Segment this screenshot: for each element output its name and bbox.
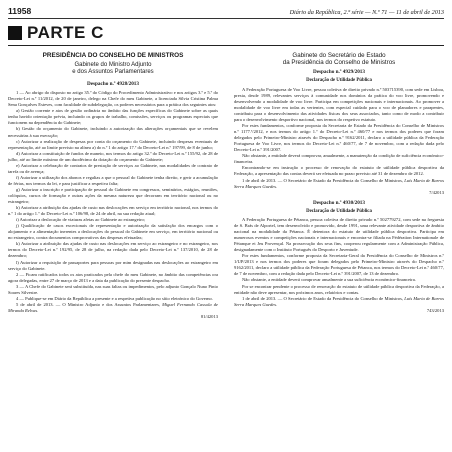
paragraph: 1 — Ao abrigo do disposto no artigo 35.º do Código do Procedimento Administrativo e nos artigos 3.º e 5.º do Decreto-Lei n.º 11/2012, de 20 de janeiro, delego na Chefe do meu Gabinete, a licenciada Sílvia Cristina Palma Sena Gonçalves Esteves, com faculdade de subdelegação, os poderes necessários para a prática dos seguintes atos: bbox=[8, 90, 218, 108]
part-title: PARTE C bbox=[27, 23, 104, 42]
left-column bbox=[8, 52, 218, 324]
paragraph: c) Autorizar a realização de despesas por conta do orçamento do Gabinete, incluindo despesas eventuais de representação, até ao limite previsto na alínea a) do n.º 1 do artigo 17.º do Decreto-Lei n.º 197/99, de 8 de junho; bbox=[8, 138, 218, 150]
despacho-title: Despacho n.º 4929/2013 bbox=[312, 69, 365, 76]
doc-reference: 7/42013 bbox=[429, 189, 444, 195]
paragraph: 2 — Ficam ratificados todos os atos praticados pela chefe do meu Gabinete, no âmbito das competências ora agora delegadas, entre 27 de março de 2013 e a data da publicação do presente despacho. bbox=[8, 271, 218, 283]
paragraph: e) Autorizar a celebração de contratos de prestação de serviços ao Gabinete, nas modalidades de contrato de tarefa ou de avença; bbox=[8, 162, 218, 174]
org-line: Gabinete do Secretário de Estado bbox=[292, 52, 386, 59]
sub-org-title bbox=[8, 62, 218, 76]
part-rule bbox=[8, 45, 444, 46]
signature-name: Luís Maria de Barros Serra Marques Guedes. bbox=[234, 177, 445, 189]
despacho-body bbox=[234, 87, 444, 178]
doc-reference: 743/2013 bbox=[426, 307, 444, 313]
paragraph: Por se encontrar pendente o processo de renovação do estatuto de utilidade pública desportiva da Federação, a entidade não deve apresentar, nos próximos anos, relatórios e contas. bbox=[234, 283, 444, 295]
paragraph: A Federação Portuguesa de Pétanca, pessoa coletiva de direito privado n.º 502779272, com sede na freguesia de S. Brás de Alportel, tem desenvolvido e promovido, desde 1991, uma relevante atividade desportiva de âmbito nacional na modalidade da Pétanca. É detentora do estatuto de utilidade pública desportiva. Participa em numerosos eventos e competições nacionais e internacionais e encontra-se filiada na Fédération Internationale de Pétanque et Jeu Provençal. Na prossecução dos seus fins, cooperou regularmente com a Administração Pública, designadamente com o Instituto Português do Desporto e Juventude. bbox=[234, 217, 444, 253]
signature-block bbox=[234, 178, 444, 190]
signature-block bbox=[8, 302, 218, 314]
part-marker-icon bbox=[8, 26, 22, 40]
right-column bbox=[234, 52, 444, 324]
page-number: 11958 bbox=[8, 6, 32, 16]
paragraph: l) Autorizar a requisição de passaportes para pessoas por mim designadas nas deslocações ao estrangeiro em serviço do Gabinete. bbox=[8, 259, 218, 271]
paragraph: i) Autorizar a deslocação de viaturas afetas ao Gabinete ao estrangeiro; bbox=[16, 217, 146, 223]
paragraph: A Federação Portuguesa de Voo Livre, pessoa coletiva de direito privado n.º 503715390, com sede em Lisboa, presta, desde 1989, relevantes serviços à comunidade nos domínios da prática do voo livre, promovendo e desenvolvendo a modalidade de voo livre. Participa em competições nacionais e internacionais. Ao promover a modalidade de voo livre em todas as vertentes, com especial cuidado para o voo de planadores e parapentes, contribuiu para o desenvolvimento das atividades físicas dos seus associados, tanto como de modo a contribuir para o desenvolvimento desportivo nacional, nos termos do respetivo estatuto. bbox=[234, 86, 444, 123]
paragraph: Por estes fundamentos, conforme proposta da Secretaria-Geral da Presidência do Conselho de Ministros n.º 1/UP/2013 e nos termos dos poderes que foram delegados pelo Primeiro-Ministro através do Despacho n.º 9162/2011, declaro a utilidade pública da Federação Portuguesa de Pétanca, nos termos do Decreto-Lei n.º 460/77, de 7 de novembro, com a redação dada pelo Decreto-Lei n.º 391/2007, de 13 de dezembro. bbox=[234, 253, 444, 277]
org-title-right bbox=[234, 52, 444, 66]
signature-name: Miguel Fernando Cassola de Miranda Relvas. bbox=[8, 301, 219, 313]
org-line: da Presidência do Conselho de Ministros bbox=[282, 59, 396, 67]
signature-name: Luís Maria de Barros Serra Marques Guedes. bbox=[234, 295, 445, 307]
sub-org-line: e dos Assuntos Parlamentares bbox=[72, 69, 154, 76]
declaration-title: Declaração de Utilidade Pública bbox=[306, 208, 372, 214]
paragraph: Por estes fundamentos, conforme proposta da Secretaria de Estado da Presidência do Conselho de Ministros n.º 1177.ª/2012, e nos termos do artigo 1.º do Decreto-Lei n.º 460/77 e nos termos dos poderes que foram delegados pelo Primeiro-Ministro através do Despacho n.º 9162/2011, declaro a utilidade pública da Federação Portuguesa de Voo Livre, nos termos do Decreto-Lei n.º 460/77, de 7 de novembro, com a redação dada pelo Decreto-Lei n.º 391/2007. bbox=[234, 123, 444, 153]
paragraph: g) Autorizar a inscrição e participação de pessoal do Gabinete em congressos, seminários, estágios, reuniões, colóquios, cursos de formação e outras ações da mesma natureza que decorram em território nacional ou no estrangeiro; bbox=[8, 186, 218, 205]
paragraph: Encontrando-se em instrução o processo de renovação do estatuto de utilidade pública desportiva da Federação, a apresentação das contas deverá ser efetuada no prazo previsto até 31 de dezembro de 2012. bbox=[234, 165, 444, 177]
sub-org-line: Gabinete do Ministro Adjunto bbox=[74, 62, 152, 69]
org-title: PRESIDÊNCIA DO CONSELHO DE MINISTROS bbox=[42, 52, 184, 59]
part-heading bbox=[8, 23, 444, 43]
paragraph: k) Autorizar a atribuição das ajudas de custo nas deslocações em serviço ao estrangeiro e no estrangeiro, nos termos do Decreto-Lei n.º 192/95, de 28 de julho, na redação dada pelo Decreto-Lei n.º 137/2010, de 28 de dezembro; bbox=[8, 241, 218, 259]
paragraph: d) Autorizar a constituição de fundos de maneio, nos termos do artigo 32.º do Decreto-Lei n.º 155/92, de 28 de julho, até ao limite máximo de um duodécimo da dotação do orçamento do Gabinete; bbox=[8, 150, 218, 162]
paragraph: 4 — Publique-se em Diário da República a presente e a respetiva publicação no sítio eletrónico do Governo. bbox=[16, 295, 213, 301]
despacho-title: Despacho n.º 4928/2013 bbox=[86, 81, 139, 88]
signature-date: 1 de abril de 2013. — O Secretário de Estado da Presidência do Conselho de Ministros, bbox=[242, 177, 404, 183]
paragraph: f) Autorizar a utilização dos abonos e regalias a que o pessoal do Gabinete tenha direito, e gerir a acumulação de férias, nos termos da lei, e para justificar a respetiva falta; bbox=[8, 174, 218, 186]
signature-block bbox=[234, 296, 444, 308]
paragraph: h) Autorizar a atribuição das ajudas de custo nas deslocações em serviço em território nacional, nos termos do n.º 1 do artigo 1.º do Decreto-Lei n.º 106/98, de 24 de abril, na sua redação atual; bbox=[8, 205, 218, 217]
page-header bbox=[8, 6, 444, 19]
paragraph: 3 — A Chefe do Gabinete será substituída, nas suas faltas ou impedimentos, pelo adjunto Gonçalo Nuno Pinto Soares Silvestre. bbox=[8, 283, 218, 295]
running-head: Diário da República, 2.ª série — N.º 71 — 11 de abril de 2013 bbox=[289, 9, 444, 16]
doc-reference: 81/42013 bbox=[200, 313, 218, 319]
declaration-title: Declaração de Utilidade Pública bbox=[306, 78, 372, 84]
signature-date: 1 de abril de 2013. — O Secretário de Estado da Presidência do Conselho de Ministros, bbox=[242, 295, 404, 301]
columns bbox=[8, 52, 444, 324]
despacho-title: Despacho n.º 4930/2013 bbox=[312, 199, 365, 206]
despacho-body bbox=[234, 217, 444, 296]
signature-date: 5 de abril de 2013. — O Ministro Adjunto e dos Assuntos Parlamentares, bbox=[16, 301, 160, 307]
paragraph: b) Gestão do orçamento do Gabinete, incluindo a autorização das alterações orçamentais que se revelem necessárias à sua execução; bbox=[8, 126, 218, 138]
paragraph: j) Qualificação de casos excecionais de representação e autorização da satisfação dos encargos com o alojamento e a alimentação inerentes a deslocações do pessoal do Gabinete em serviço, em território nacional ou no estrangeiro, contra documentos comprovativos das despesas efetuadas; bbox=[8, 223, 218, 241]
despacho-body bbox=[8, 90, 218, 302]
paragraph: Não obstante, a entidade deverá comprovar anualmente a sua suficiência económico-financeira. bbox=[242, 277, 416, 283]
paragraph: a) Gestão corrente e atos de gestão ordinária no âmbito das funções específicas do Gabinete sobre as quais tenha havido orientação prévia, incluindo os grupos de trabalho, comissões, serviços ou programas especiais que funcionem na dependência do Gabinete; bbox=[8, 108, 218, 126]
gazette-page bbox=[8, 6, 444, 446]
paragraph: Não obstante, a entidade deverá comprovar, anualmente, a manutenção da condição de suficiência económico-financeira. bbox=[234, 153, 444, 165]
